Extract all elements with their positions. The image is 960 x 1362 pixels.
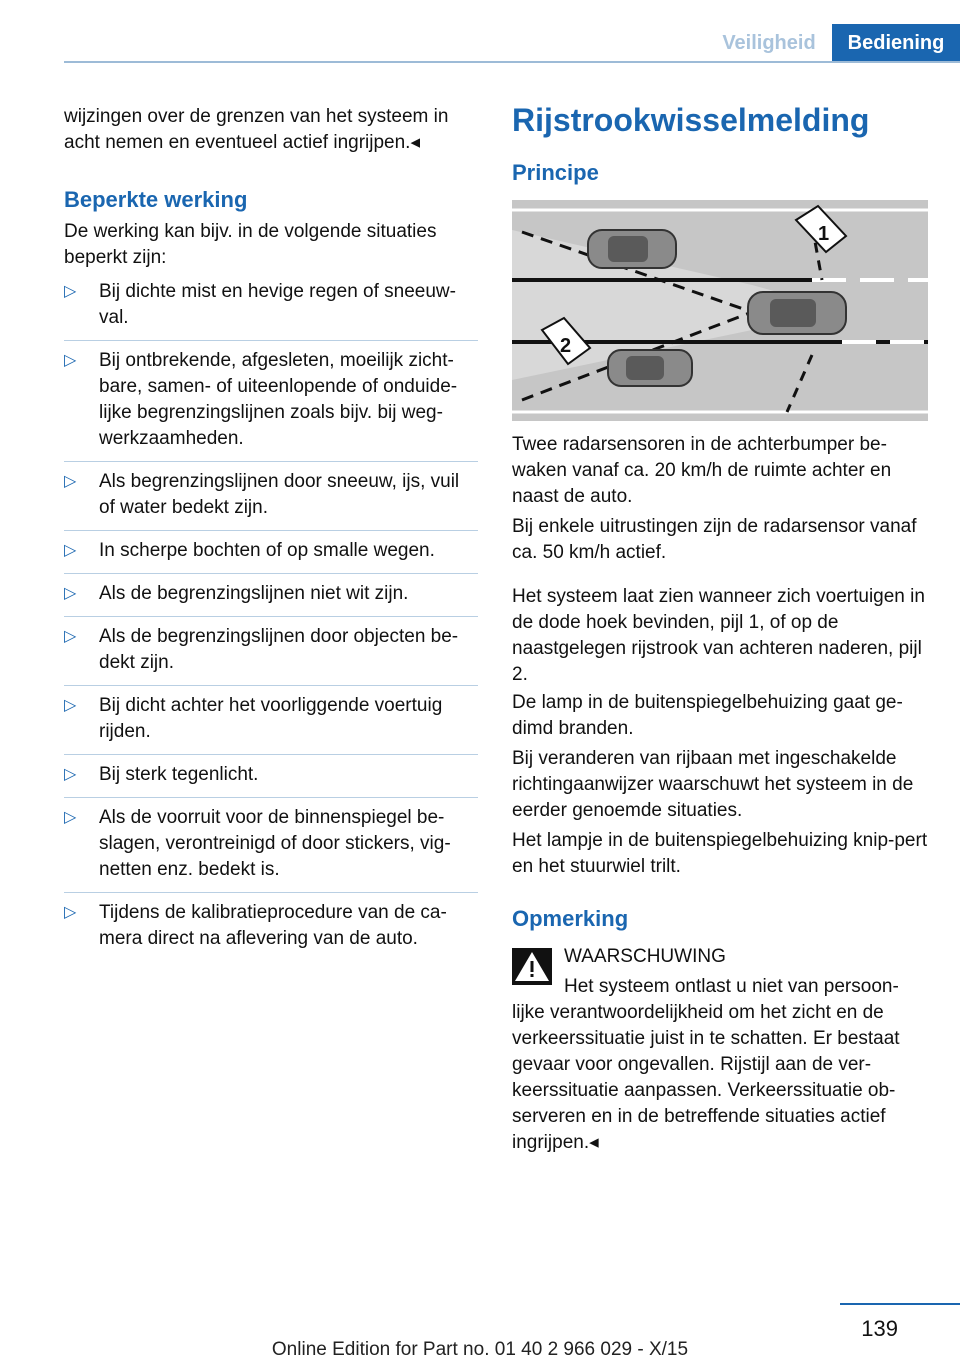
note-title: Opmerking [512,906,629,931]
paragraph: Het lampje in de buitenspiegelbehuizing knip-pert en het stuurwiel trilt. [512,830,928,877]
triangle-right-icon: ▷ [64,542,77,559]
divider [64,340,478,341]
lane-change-illustration [512,200,928,421]
limitations-list [64,279,478,952]
paragraph: Het systeem laat zien wanneer zich voertuigen in de dode hoek bevinden, pijl 1, of op de naastgelegen rijstrook van achteren naderen, pijl 2. [512,586,925,685]
page-number: 139 [861,1316,898,1341]
paragraph: Twee radarsensoren in de achterbumper be-waken vanaf ca. 20 km/h de ruimte achter en naast de auto. [512,434,892,507]
triangle-right-icon: ▷ [64,585,77,602]
warning-label: WAARSCHUWING [564,946,726,967]
section-intro: De werking kan bijv. in de volgende situaties beperkt zijn: [64,221,437,268]
list-item-text: Als de begrenzingslijnen door objecten be-dekt zijn. [99,626,459,673]
paragraph: Bij veranderen van rijbaan met ingeschakelde richtingaanwijzer waarschuwt het systeem in de eerder genoemde situaties. [512,748,914,821]
list-item [64,900,478,952]
divider [64,530,478,531]
divider [64,797,478,798]
footer-rule [840,1303,960,1305]
list-item [64,624,478,676]
list-item [64,469,478,521]
header-tabs [706,24,960,62]
paragraph: De lamp in de buitenspiegelbehuizing gaat ge-dimd branden. [512,692,903,739]
list-item-text: Bij sterk tegenlicht. [99,764,259,785]
list-item-text: Als de begrenzingslijnen niet wit zijn. [99,583,409,604]
subsection-title: Principe [512,160,599,185]
tab-veiligheid[interactable]: Veiligheid [722,31,816,54]
list-item-text: In scherpe bochten of op smalle wegen. [99,540,435,561]
divider [64,754,478,755]
divider [64,892,478,893]
list-item [64,348,478,452]
list-item-text: Als begrenzingslijnen door sneeuw, ijs, vuil of water bedekt zijn. [99,471,460,518]
divider [64,573,478,574]
list-item [64,693,478,745]
list-item [64,581,478,607]
edition-footer: Online Edition for Part no. 01 40 2 966 029 - X/15 [271,1339,689,1360]
triangle-right-icon: ▷ [64,352,77,369]
triangle-right-icon: ▷ [64,809,77,826]
lane-change-diagram [512,200,928,421]
list-item [64,805,478,883]
tab-bediening[interactable]: Bediening [832,24,960,62]
car-icon [608,350,692,386]
triangle-right-icon: ▷ [64,766,77,783]
section-title: Beperkte werking [64,187,248,212]
header-rule [64,61,960,63]
list-item-text: Tijdens de kalibratieprocedure van de ca-mera direct na aflevering van de auto. [99,902,447,949]
divider [64,685,478,686]
triangle-right-icon: ▷ [64,904,77,921]
triangle-right-icon: ▷ [64,283,77,300]
car-icon [588,230,676,268]
warning-text: Het systeem ontlast u niet van persoon-lijke verantwoordelijkheid om het zicht en de verkeerssituatie juist in te schatten. Er bestaat gevaar voor ongevallen. Rijstijl aan de ver-keerssituatie aanpassen. Verkeerssituatie ob-serveren en in de betreffende situaties actief ingrijpen.◂ [512,976,900,1153]
list-item [64,279,478,331]
arrow-label-2: 2 [560,335,572,357]
list-item [64,538,478,564]
triangle-right-icon: ▷ [64,697,77,714]
intro-text: wijzingen over de grenzen van het systeem in acht nemen en eventueel actief ingrijpen.◂ [64,106,449,153]
divider [64,461,478,462]
paragraph: Bij enkele uitrustingen zijn de radarsensor vanaf ca. 50 km/h actief. [512,516,917,563]
list-item [64,762,478,788]
list-item-text: Bij dicht achter het voorliggende voertuig rijden. [99,695,443,742]
list-item-text: Bij dichte mist en hevige regen of sneeuw-val. [99,281,456,328]
triangle-right-icon: ▷ [64,628,77,645]
list-item-text: Als de voorruit voor de binnenspiegel be-slagen, verontreinigd of door stickers, vig-netten enz. bedekt is. [99,807,451,880]
divider [64,616,478,617]
list-item-text: Bij ontbrekende, afgesleten, moeilijk zicht-bare, samen- of uiteenlopende of onduide-lijke begrenzingslijnen zoals bijv. bij weg-werkzaamheden. [99,350,458,449]
triangle-right-icon: ▷ [64,473,77,490]
car-icon [748,292,846,334]
page-title: Rijstrookwisselmelding [512,102,870,138]
arrow-label-1: 1 [818,223,830,245]
